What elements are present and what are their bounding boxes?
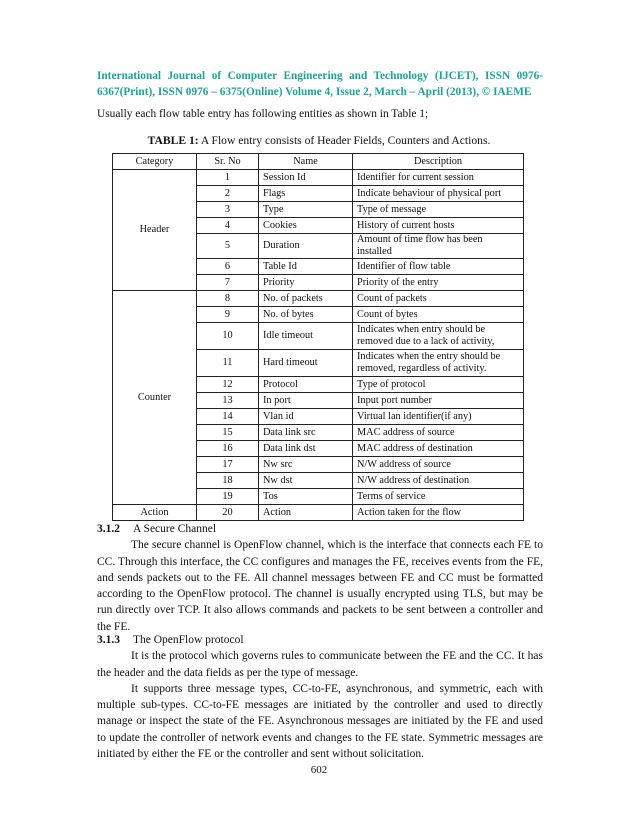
name-cell: Cookies	[259, 218, 353, 234]
flow-entry-table	[112, 153, 524, 521]
desc-cell: Priority of the entry	[353, 275, 524, 291]
desc-cell: N/W address of source	[353, 457, 524, 473]
name-cell: No. of packets	[259, 291, 353, 307]
sr-cell: 10	[197, 323, 259, 350]
table-caption-label: TABLE 1:	[147, 134, 199, 147]
desc-cell: Identifier of flow table	[353, 259, 524, 275]
name-cell: Vlan id	[259, 409, 353, 425]
column-header-description: Description	[353, 154, 524, 170]
name-cell: Data link src	[259, 425, 353, 441]
name-cell: Flags	[259, 186, 353, 202]
sr-cell: 13	[197, 393, 259, 409]
section-title: The OpenFlow protocol	[133, 634, 244, 646]
name-cell: Data link dst	[259, 441, 353, 457]
name-cell: Hard timeout	[259, 350, 353, 377]
desc-cell: Indicate behaviour of physical port	[353, 186, 524, 202]
sr-cell: 9	[197, 307, 259, 323]
paragraph: The secure channel is OpenFlow channel, which is the interface that connects each FE to CC. Through this interface, the CC configures and manages the FE, receives events from the FE, and sends packets out to the FE. All channel messages between FE and CC must be formatted according to the OpenFlow protocol. The channel is usually encrypted using TLS, but may be run directly over TCP. It also allows commands and packets to be sent between a controller and the FE.	[97, 539, 543, 633]
sr-cell: 1	[197, 170, 259, 186]
desc-cell: Action taken for the flow	[353, 505, 524, 521]
sr-cell: 19	[197, 489, 259, 505]
category-counter-cell: Counter	[113, 291, 197, 505]
section-secure-channel	[97, 521, 543, 635]
sr-cell: 12	[197, 377, 259, 393]
sr-cell: 8	[197, 291, 259, 307]
column-header-sr-no: Sr. No	[197, 154, 259, 170]
name-cell: Table Id	[259, 259, 353, 275]
page-number: 602	[310, 764, 328, 776]
sr-cell: 7	[197, 275, 259, 291]
desc-cell: Indicates when the entry should be removed, regardless of activity.	[353, 350, 524, 377]
desc-cell: Count of bytes	[353, 307, 524, 323]
desc-cell: Amount of time flow has been installed	[353, 234, 524, 259]
desc-cell: Virtual lan identifier(if any)	[353, 409, 524, 425]
name-cell: In port	[259, 393, 353, 409]
desc-cell: Type of protocol	[353, 377, 524, 393]
sr-cell: 18	[197, 473, 259, 489]
journal-header: International Journal of Computer Engineering and Technology (IJCET), ISSN 0976-6367(Print), ISSN 0976 – 6375(Online) Volume 4, Issue 2, March – April (2013), © IAEME	[97, 70, 543, 98]
column-header-name: Name	[259, 154, 353, 170]
section-heading	[97, 632, 543, 648]
desc-cell: Identifier for current session	[353, 170, 524, 186]
name-cell: Nw src	[259, 457, 353, 473]
section-heading	[97, 521, 543, 537]
name-cell: Action	[259, 505, 353, 521]
sr-cell: 14	[197, 409, 259, 425]
section-openflow-protocol	[97, 632, 543, 762]
column-header-category: Category	[113, 154, 197, 170]
table-caption-text: A Flow entry consists of Header Fields, Counters and Actions.	[198, 134, 491, 147]
desc-cell: MAC address of source	[353, 425, 524, 441]
category-header-cell: Header	[113, 170, 197, 291]
desc-cell: History of current hosts	[353, 218, 524, 234]
intro-text: Usually each flow table entry has following entities as shown in Table 1;	[97, 108, 429, 120]
sr-cell: 16	[197, 441, 259, 457]
category-action-cell: Action	[113, 505, 197, 521]
name-cell: Tos	[259, 489, 353, 505]
table-header-row	[113, 154, 524, 170]
table-row	[113, 291, 524, 307]
sr-cell: 5	[197, 234, 259, 259]
name-cell: Type	[259, 202, 353, 218]
paragraph: It is the protocol which governs rules to communicate between the FE and the CC. It has the header and the data fields as per the type of message.	[97, 650, 543, 679]
name-cell: Idle timeout	[259, 323, 353, 350]
desc-cell: N/W address of destination	[353, 473, 524, 489]
sr-cell: 17	[197, 457, 259, 473]
section-number: 3.1.3	[97, 634, 120, 646]
name-cell: Session Id	[259, 170, 353, 186]
sr-cell: 15	[197, 425, 259, 441]
sr-cell: 3	[197, 202, 259, 218]
desc-cell: MAC address of destination	[353, 441, 524, 457]
table-row	[113, 170, 524, 186]
section-title: A Secure Channel	[133, 523, 217, 535]
section-number: 3.1.2	[97, 523, 120, 535]
sr-cell: 2	[197, 186, 259, 202]
sr-cell: 4	[197, 218, 259, 234]
desc-cell: Count of packets	[353, 291, 524, 307]
desc-cell: Indicates when entry should be removed due to a lack of activity,	[353, 323, 524, 350]
desc-cell: Terms of service	[353, 489, 524, 505]
name-cell: Priority	[259, 275, 353, 291]
table-caption	[0, 133, 638, 148]
name-cell: Nw dst	[259, 473, 353, 489]
name-cell: Protocol	[259, 377, 353, 393]
sr-cell: 6	[197, 259, 259, 275]
name-cell: Duration	[259, 234, 353, 259]
name-cell: No. of bytes	[259, 307, 353, 323]
sr-cell: 11	[197, 350, 259, 377]
sr-cell: 20	[197, 505, 259, 521]
table-row	[113, 505, 524, 521]
paragraph: It supports three message types, CC-to-FE, asynchronous, and symmetric, each with multiple sub-types. CC-to-FE messages are initiated by the controller and used to directly manage or inspect the state of the FE. Asynchronous messages are initiated by the FE and used to update the controller of network events and changes to the FE state. Symmetric messages are initiated by either the FE or the controller and sent without solicitation.	[97, 682, 543, 761]
desc-cell: Type of message	[353, 202, 524, 218]
desc-cell: Input port number	[353, 393, 524, 409]
